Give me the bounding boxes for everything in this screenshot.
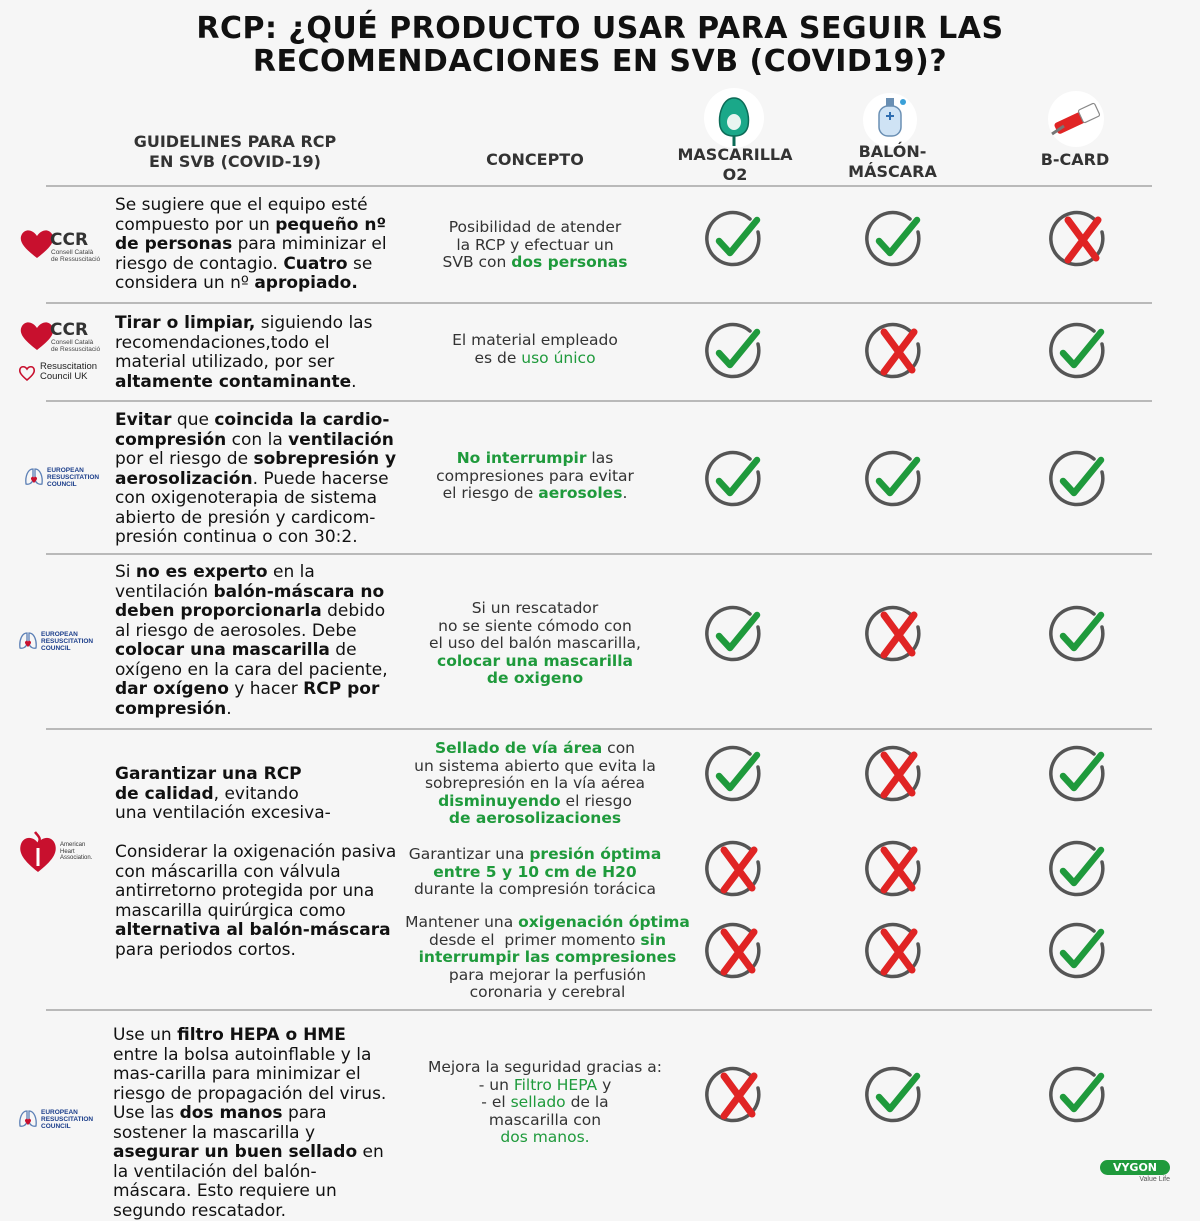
ccr-name (51, 340, 100, 353)
cross-icon-balon (862, 322, 926, 386)
concept-text-2: El material empleado es de uso único (452, 331, 618, 367)
guideline-text-6: Considerar la oxigenación pasiva con máscarilla con válvula antirretorno protegida por una mascarilla quirúrgica como alternativa al balón-máscara para periodos cortos. (115, 842, 397, 960)
concept-text-6: Garantizar una presión óptima entre 5 y 10 cm de H20 durante la compresión torácica (408, 845, 662, 898)
balon-header-line2: MÁSCARA (848, 162, 937, 181)
aha-name-line1: American (60, 842, 86, 848)
check-icon-balon (862, 210, 926, 274)
concept-text-8: Mejora la seguridad gracias a: - un Filtro HEPA y - el sellado de la mascarilla con dos manos. (427, 1058, 663, 1146)
erc-name-line2: RESUSCITATION (41, 1116, 94, 1123)
bcard-header: B-CARD (1040, 150, 1110, 169)
title-line-2: RECOMENDACIONES EN SVB (COVID19)? (252, 44, 948, 79)
cross-icon-bcard (1046, 210, 1110, 274)
aha-name (60, 842, 92, 862)
cross-icon-mascarilla (702, 922, 766, 986)
check-icon-bcard (1046, 840, 1110, 904)
cross-icon-mascarilla (702, 1066, 766, 1130)
ccr-name-line1: Consell Català (51, 339, 94, 346)
check-icon-bcard (1046, 605, 1110, 669)
balon-header-line1: BALÓN- (858, 142, 927, 161)
aha-logo (18, 828, 118, 876)
title-line-1: RCP: ¿QUÉ PRODUCTO USAR PARA SEGUIR LAS (196, 11, 1004, 46)
check-icon-bcard (1046, 745, 1110, 809)
rcuk-logo (18, 362, 113, 386)
check-icon-mascarilla (702, 210, 766, 274)
erc-lungs-icon (24, 466, 44, 488)
vygon-tagline: Value Life (1139, 1176, 1170, 1183)
check-icon-mascarilla (702, 605, 766, 669)
guideline-text-4: Si no es experto en la ventilación balón-máscara no deben proporcionarla debido al riesgo de aerosoles. Debe colocar una mascarilla de oxígeno en la cara del paciente, dar oxígeno y hacer RCP por compresión. (115, 562, 388, 719)
ccr-logo (18, 226, 108, 266)
mascarilla-header (665, 145, 805, 185)
b-card-device-icon (1040, 90, 1112, 148)
mascarilla-header-line2: O2 (722, 165, 748, 184)
guideline-text-5: Garantizar una RCP de calidad, evitando una ventilación excesiva- (115, 764, 331, 823)
row-divider (46, 302, 1152, 304)
erc-name-line3: COUNCIL (41, 645, 71, 652)
check-icon-bcard (1046, 1066, 1110, 1130)
check-icon-balon (862, 1066, 926, 1130)
page-title (0, 12, 1200, 78)
aha-name-line2: Heart (60, 848, 75, 855)
erc-name-line1: EUROPEAN (41, 631, 78, 638)
oxygen-mask-icon (698, 88, 770, 148)
ccr-name-line2: de Ressuscitació (51, 345, 101, 353)
erc-name (41, 1109, 93, 1130)
vygon-brand: VYGON (1100, 1160, 1170, 1175)
row-divider (46, 553, 1152, 555)
mascarilla-header-line1: MASCARILLA (677, 145, 793, 164)
ccr-name (51, 250, 100, 263)
ccr-abbr: CCR (50, 320, 89, 340)
erc-name-line2: RESUSCITATION (41, 638, 94, 645)
row-divider (46, 185, 1152, 187)
erc-logo (24, 466, 114, 492)
balon-header (825, 142, 960, 182)
erc-name-line3: COUNCIL (47, 481, 77, 488)
guidelines-header (110, 132, 360, 172)
ccr-name-line2: de Ressuscitació (51, 255, 101, 263)
rcuk-name-line2: Council UK (40, 371, 88, 382)
cross-icon-balon (862, 922, 926, 986)
erc-logo (18, 630, 108, 656)
erc-name (41, 631, 93, 652)
erc-name-line2: RESUSCITATION (47, 474, 100, 481)
erc-name-line1: EUROPEAN (47, 467, 84, 474)
guideline-text-1: Se sugiere que el equipo esté compuesto por un pequeño nº de personas para miminizar el riesgo de contagio. Cuatro se considera un nº apropiado. (115, 195, 387, 293)
check-icon-mascarilla (702, 322, 766, 386)
erc-name-line3: COUNCIL (41, 1123, 71, 1130)
cross-icon-balon (862, 840, 926, 904)
cross-icon-balon (862, 745, 926, 809)
rcuk-heart-icon (18, 364, 36, 382)
concept-text-1: Posibilidad de atender la RCP y efectuar un SVB con dos personas (442, 218, 628, 271)
rcuk-name (40, 362, 97, 382)
check-icon-bcard (1046, 922, 1110, 986)
check-icon-balon (862, 450, 926, 514)
cross-icon-mascarilla (702, 840, 766, 904)
guidelines-header-line2: EN SVB (COVID-19) (149, 152, 321, 171)
ccr-name-line1: Consell Català (51, 249, 94, 256)
vygon-logo (1100, 1160, 1170, 1188)
concept-text-4: Si un rescatador no se siente cómodo con el uso del balón mascarilla, colocar una mascarilla de oxigeno (429, 599, 641, 687)
check-icon-mascarilla (702, 450, 766, 514)
bag-valve-mask-icon (855, 92, 925, 148)
guideline-text-7: Use un filtro HEPA o HME entre la bolsa autoinflable y la mas-carilla para minimizar el riesgo de propagación del virus. Use las dos manos para sostener la mascarilla y asegurar un buen sellado en la ventilación del balón-máscara. Esto requiere un segundo rescatador. (113, 1025, 387, 1221)
ccr-logo (18, 318, 108, 358)
concept-text-5: Sellado de vía área con un sistema abierto que evita la sobrepresión en la vía aérea disminuyendo el riesgo de aerosolizaciones (414, 739, 656, 827)
concept-text-3: No interrumpir las compresiones para evitar el riesgo de aerosoles. (436, 449, 634, 502)
guidelines-header-line1: GUIDELINES PARA RCP (133, 132, 337, 151)
check-icon-mascarilla (702, 745, 766, 809)
erc-name-line1: EUROPEAN (41, 1109, 78, 1116)
rcuk-name-line1: Resuscitation (40, 361, 98, 372)
check-icon-bcard (1046, 322, 1110, 386)
check-icon-bcard (1046, 450, 1110, 514)
erc-logo (18, 1108, 108, 1134)
guideline-text-3: Evitar que coincida la cardio-compresión con la ventilación por el riesgo de sobrepresión y aerosolización. Puede hacerse con oxigenoterapia de sistema abierto de presión y cardicom-presión continua o con 30:2. (115, 410, 397, 547)
row-divider (46, 400, 1152, 402)
ccr-abbr: CCR (50, 230, 89, 250)
guideline-text-2: Tirar o limpiar, siguiendo las recomendaciones,todo el material utilizado, por ser altamente contaminante. (115, 313, 373, 392)
cross-icon-balon (862, 605, 926, 669)
erc-lungs-icon (18, 630, 38, 652)
row-divider (46, 1009, 1152, 1011)
aha-heart-torch-icon (18, 828, 58, 874)
row-divider (46, 728, 1152, 730)
concepto-header: CONCEPTO (486, 150, 584, 169)
erc-name (47, 467, 99, 488)
erc-lungs-icon (18, 1108, 38, 1130)
concept-text-7: Mantener una oxigenación óptima desde el primer momento sin interrumpir las compresiones para mejorar la perfusión coronaria y cerebral (405, 913, 690, 1001)
aha-name-line3: Association. (60, 855, 93, 861)
